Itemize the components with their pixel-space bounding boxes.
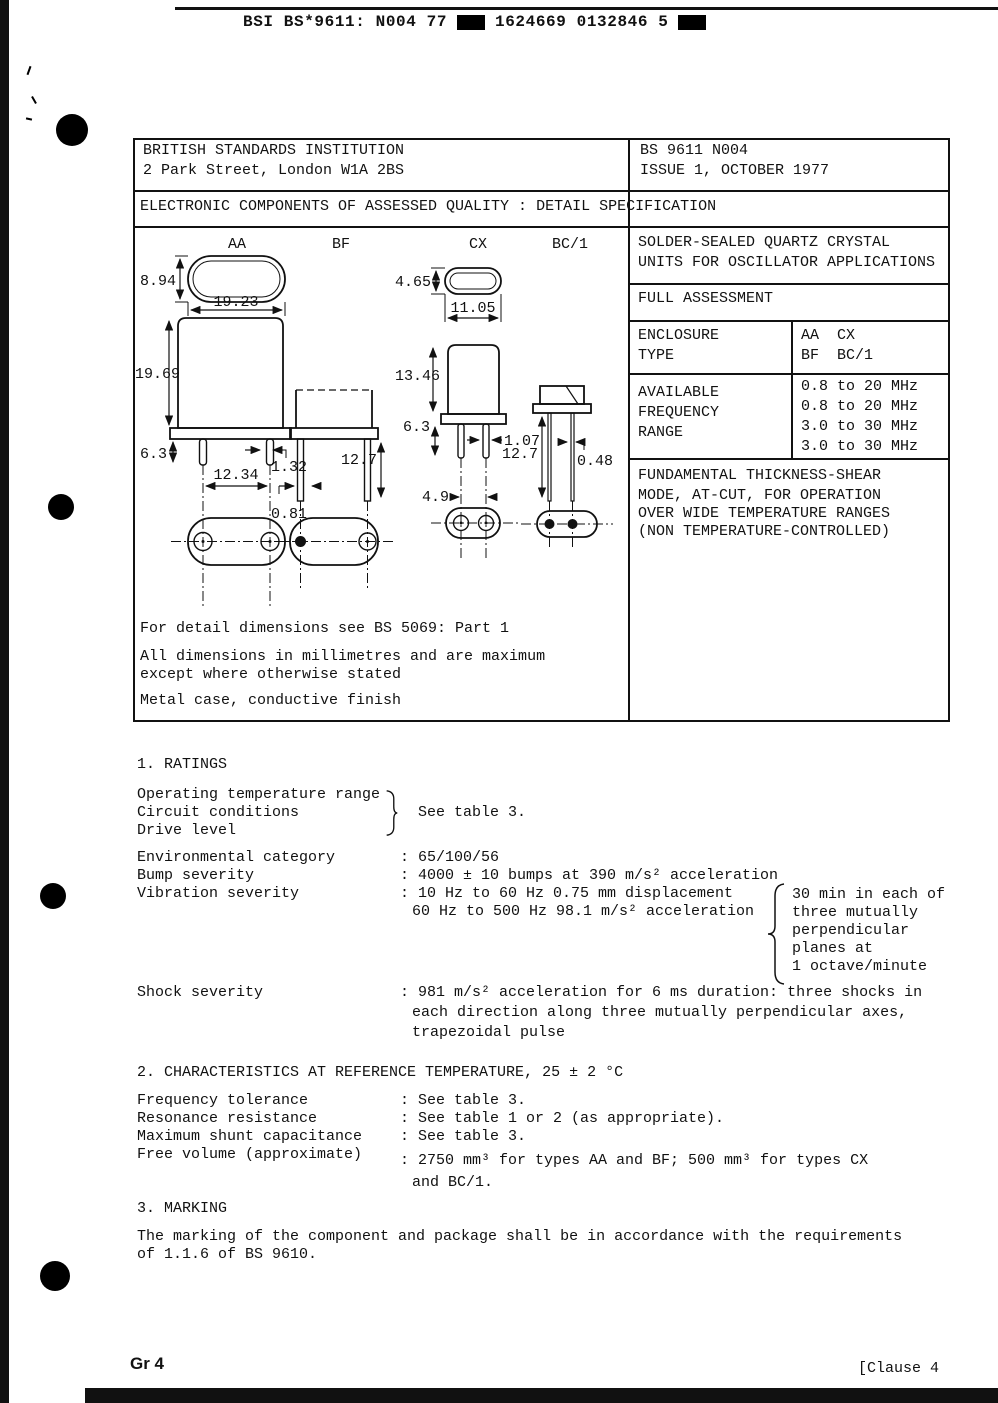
bf-lead-length-dim: 12.7 xyxy=(340,452,377,469)
package-drawings xyxy=(133,228,628,618)
grid-line xyxy=(133,190,950,192)
mode-note-line1: FUNDAMENTAL THICKNESS-SHEAR xyxy=(638,467,882,484)
frequency-label-line2: FREQUENCY xyxy=(638,404,720,421)
aa-package xyxy=(135,236,307,606)
vibration-note: perpendicular xyxy=(792,922,910,939)
grid-line xyxy=(628,283,950,285)
grid-line xyxy=(628,373,950,375)
cx-body-height-dim: 13.46 xyxy=(395,368,441,385)
vibration-note: 1 octave/minute xyxy=(792,958,928,975)
ratings-heading: 1. RATINGS xyxy=(137,756,228,773)
ratings-grouped-value: See table 3. xyxy=(418,804,527,821)
document-issue: ISSUE 1, OCTOBER 1977 xyxy=(640,162,830,179)
enclosure-label-line1: ENCLOSURE xyxy=(638,327,720,344)
bc1-side-view xyxy=(540,386,584,404)
punch-hole xyxy=(56,114,88,146)
punch-hole xyxy=(48,494,74,520)
marking-body: The marking of the component and package shall be in accordance with the requirements xyxy=(137,1228,903,1245)
scan-header xyxy=(243,13,706,31)
characteristics-heading: 2. CHARACTERISTICS AT REFERENCE TEMPERATURE, 25 ± 2 °C xyxy=(137,1064,624,1081)
vibration-note: planes at xyxy=(792,940,874,957)
cx-package xyxy=(395,236,540,558)
grid-line xyxy=(628,138,630,722)
frequency-tolerance-label: Frequency tolerance xyxy=(137,1092,309,1109)
aa-top-height-dim: 8.94 xyxy=(139,273,176,290)
document-subtitle: ELECTRONIC COMPONENTS OF ASSESSED QUALITY : DETAIL SPECIFICATION xyxy=(140,198,717,215)
scan-edge-top xyxy=(175,7,998,10)
ratings-grouped-label: Drive level xyxy=(137,822,237,839)
dimension-note: For detail dimensions see BS 5069: Part 1 xyxy=(140,620,510,637)
frequency-range: 0.8 to 20 MHz xyxy=(801,378,919,395)
cx-top-width-dim: 11.05 xyxy=(450,300,496,317)
ratings-grouped-label: Circuit conditions xyxy=(137,804,300,821)
grid-line xyxy=(133,720,950,722)
vibration-note: 30 min in each of xyxy=(792,886,946,903)
aa-lead-length-dim: 6.3 xyxy=(139,446,167,463)
bc1-label: BC/1 xyxy=(551,236,589,253)
cx-top-view xyxy=(445,268,501,294)
shunt-capacitance-label: Maximum shunt capacitance xyxy=(137,1128,363,1145)
aa-side-view xyxy=(178,318,283,428)
scan-artifact xyxy=(27,66,32,75)
cx-label: CX xyxy=(468,236,488,253)
marking-heading: 3. MARKING xyxy=(137,1200,228,1217)
dimension-note: except where otherwise stated xyxy=(140,666,402,683)
environmental-category-label: Environmental category xyxy=(137,849,336,866)
document-number: BS 9611 N004 xyxy=(640,142,749,159)
grid-line xyxy=(628,458,950,460)
spec-title-line2: UNITS FOR OSCILLATOR APPLICATIONS xyxy=(638,254,936,271)
enclosure-types-line1: AA CX xyxy=(801,327,856,344)
cx-lead-pitch-dim: 4.9 xyxy=(421,489,449,506)
scan-header-part2: 1624669 0132846 5 xyxy=(495,13,669,31)
shock-severity-value: each direction along three mutually perpendicular axes, xyxy=(412,1004,908,1021)
mode-note-line2: MODE, AT-CUT, FOR OPERATION xyxy=(638,487,882,504)
institution-address: 2 Park Street, London W1A 2BS xyxy=(143,162,405,179)
shock-severity-label: Shock severity xyxy=(137,984,264,1001)
shunt-capacitance-value: : See table 3. xyxy=(400,1128,527,1145)
free-volume-label: Free volume (approximate) xyxy=(137,1146,363,1163)
bc1-lead-dia-dim: 0.48 xyxy=(577,453,614,470)
scan-artifact xyxy=(31,96,37,104)
grid-line xyxy=(133,138,950,140)
spec-title-line1: SOLDER-SEALED QUARTZ CRYSTAL xyxy=(638,234,891,251)
grid-line xyxy=(628,320,950,322)
vibration-brace xyxy=(764,882,788,986)
mode-note-line4: (NON TEMPERATURE-CONTROLLED) xyxy=(638,523,891,540)
bump-severity-value: : 4000 ± 10 bumps at 390 m/s² acceleration xyxy=(400,867,779,884)
ink-block xyxy=(678,15,706,30)
enclosure-label-line2: TYPE xyxy=(638,347,675,364)
group-reference: Gr 4 xyxy=(130,1354,165,1373)
aa-top-width-dim: 19.23 xyxy=(213,294,259,311)
dimension-note: All dimensions in millimetres and are maximum xyxy=(140,648,546,665)
resonance-resistance-label: Resonance resistance xyxy=(137,1110,318,1127)
case-note: Metal case, conductive finish xyxy=(140,692,402,709)
scan-artifact xyxy=(26,117,32,120)
frequency-range: 3.0 to 30 MHz xyxy=(801,438,919,455)
frequency-tolerance-value: : See table 3. xyxy=(400,1092,527,1109)
ratings-grouped-label: Operating temperature range xyxy=(137,786,381,803)
mode-note-line3: OVER WIDE TEMPERATURE RANGES xyxy=(638,505,891,522)
aa-lead-dia-dim: 1.32 xyxy=(271,459,308,476)
scan-edge-left xyxy=(0,0,9,1403)
cx-side-view xyxy=(448,345,499,414)
grid-line xyxy=(948,138,950,722)
cx-top-height-dim: 4.65 xyxy=(394,274,431,291)
bc1-package xyxy=(502,236,613,550)
vibration-severity-value: 60 Hz to 500 Hz 98.1 m/s² acceleration xyxy=(412,903,755,920)
resonance-resistance-value: : See table 1 or 2 (as appropriate). xyxy=(400,1110,725,1127)
shock-severity-value: : 981 m/s² acceleration for 6 ms duration: three shocks in xyxy=(400,984,923,1001)
free-volume-value: and BC/1. xyxy=(412,1174,494,1191)
bf-label: BF xyxy=(331,236,351,253)
frequency-label-line1: AVAILABLE xyxy=(638,384,720,401)
bf-package xyxy=(271,236,393,588)
institution-name: BRITISH STANDARDS INSTITUTION xyxy=(143,142,405,159)
bc1-lead-length-dim: 12.7 xyxy=(501,446,538,463)
bump-severity-label: Bump severity xyxy=(137,867,255,884)
ink-block xyxy=(457,15,485,30)
vibration-severity-label: Vibration severity xyxy=(137,885,300,902)
cx-lead-length-dim: 6.3 xyxy=(402,419,430,436)
marking-body: of 1.1.6 of BS 9610. xyxy=(137,1246,318,1263)
scan-header-part1: BSI BS*9611: N004 77 xyxy=(243,13,448,31)
frequency-range: 0.8 to 20 MHz xyxy=(801,398,919,415)
cx-lead-dia-dim: 1.07 xyxy=(504,433,541,450)
grouping-brace xyxy=(384,786,400,840)
punch-hole xyxy=(40,883,66,909)
bf-lead-dia-dim: 0.81 xyxy=(271,506,308,523)
shock-severity-value: trapezoidal pulse xyxy=(412,1024,566,1041)
punch-hole xyxy=(40,1261,70,1291)
aa-label: AA xyxy=(227,236,247,253)
free-volume-value: : 2750 mm³ for types AA and BF; 500 mm³ for types CX xyxy=(400,1152,869,1169)
clause-reference: [Clause 4 xyxy=(858,1360,940,1377)
environmental-category-value: : 65/100/56 xyxy=(400,849,500,866)
aa-lead-pitch-dim: 12.34 xyxy=(213,467,259,484)
assessment-level: FULL ASSESSMENT xyxy=(638,290,774,307)
vibration-severity-value: : 10 Hz to 60 Hz 0.75 mm displacement xyxy=(400,885,734,902)
grid-line xyxy=(791,320,793,458)
frequency-range: 3.0 to 30 MHz xyxy=(801,418,919,435)
frequency-label-line3: RANGE xyxy=(638,424,684,441)
vibration-note: three mutually xyxy=(792,904,919,921)
scan-edge-bottom xyxy=(85,1388,998,1403)
enclosure-types-line2: BF BC/1 xyxy=(801,347,874,364)
aa-body-height-dim: 19.69 xyxy=(135,366,181,383)
